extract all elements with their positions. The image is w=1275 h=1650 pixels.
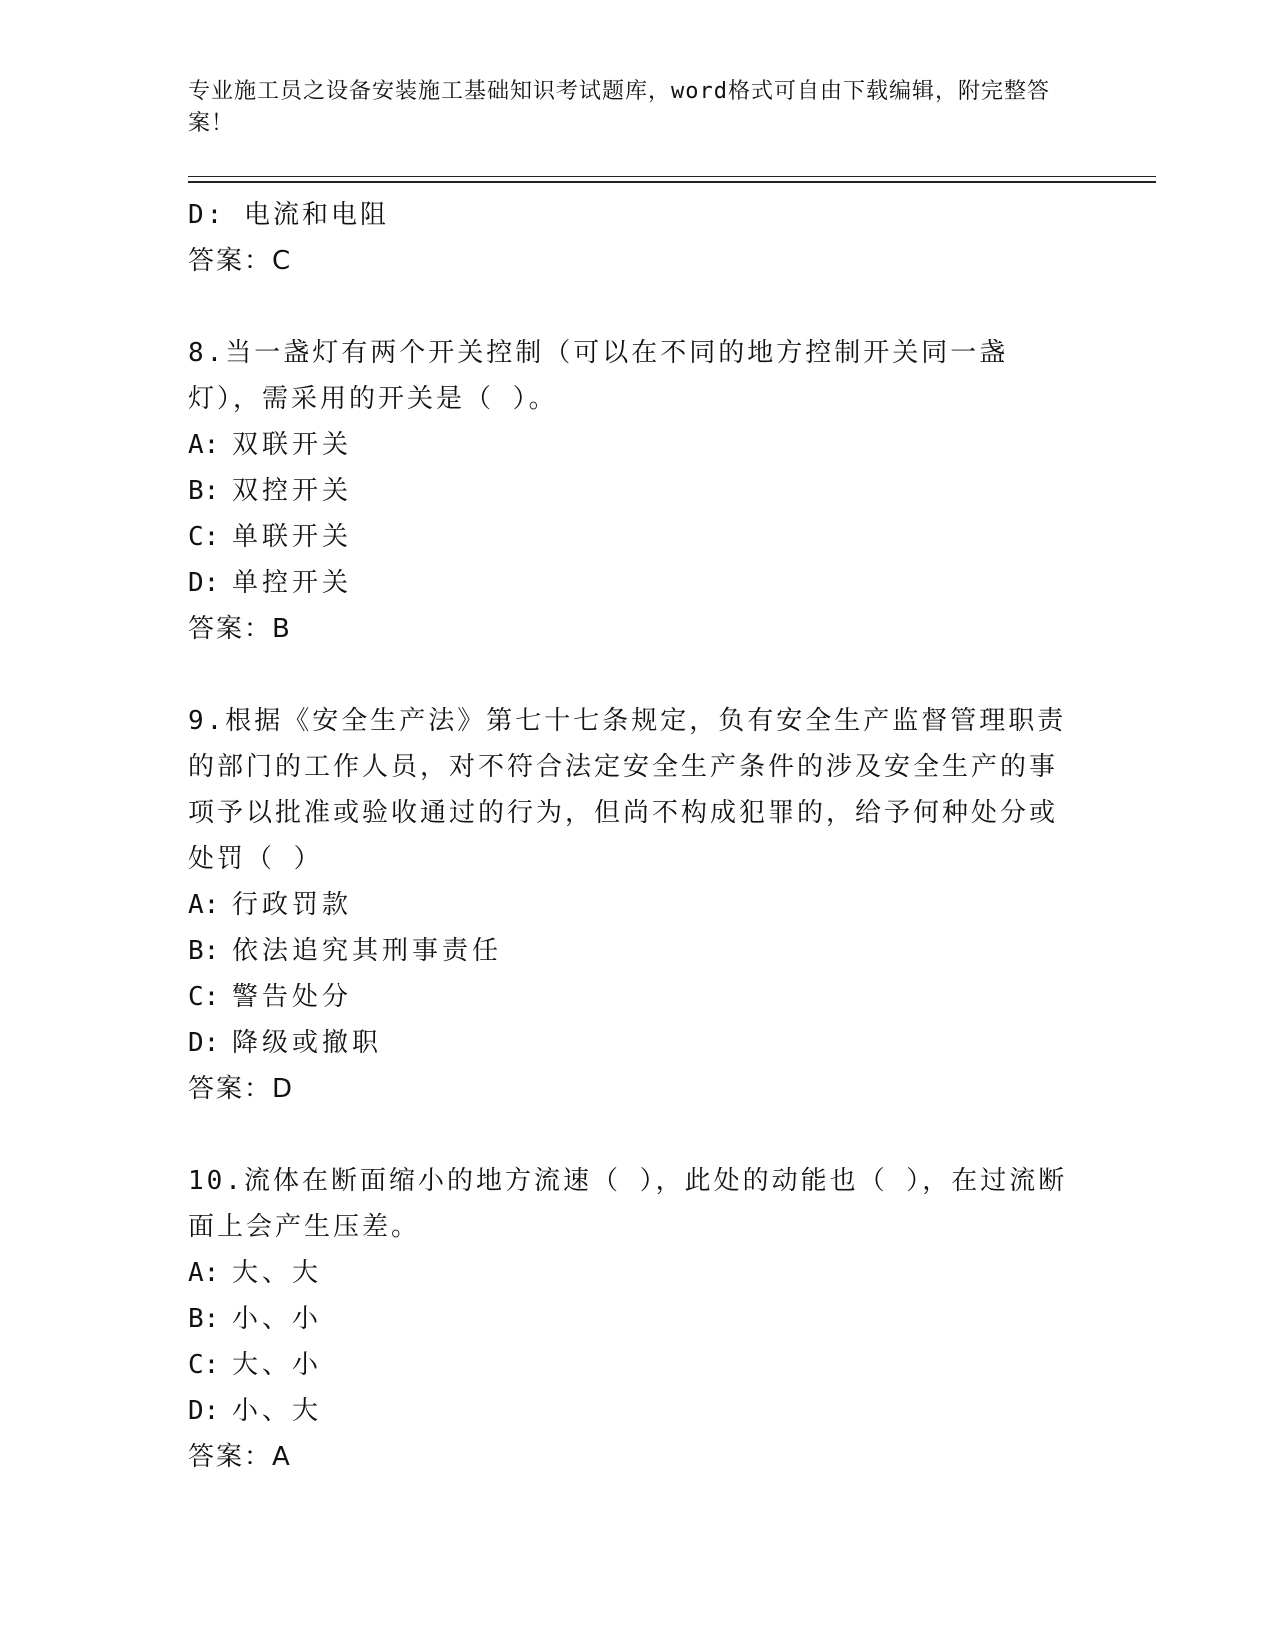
option-a — [188, 422, 1088, 468]
question-stem: 8.当一盏灯有两个开关控制（可以在不同的地方控制开关同一盏灯），需采用的开关是（ ）。 — [188, 338, 1009, 414]
option-a — [188, 882, 1088, 928]
question-8 — [188, 330, 1088, 652]
header-divider-top — [188, 176, 1156, 177]
option-d — [188, 560, 1088, 606]
answer: 答案：B — [188, 614, 292, 644]
header-divider-bottom — [188, 181, 1156, 183]
option-text: 小、大 — [232, 1396, 323, 1426]
option-c — [188, 1342, 1088, 1388]
option-text: 大、小 — [232, 1350, 323, 1380]
option-a — [188, 1250, 1088, 1296]
option-b — [188, 468, 1088, 514]
option-text: 降级或撤职 — [232, 1028, 383, 1058]
question-stem: 9.根据《安全生产法》第七十七条规定，负有安全生产监督管理职责的部门的工作人员，对不符合法定安全生产条件的涉及安全生产的事项予以批准或验收通过的行为，但尚不构成犯罪的，给予何种处分或处罚（ ） — [188, 706, 1067, 874]
option-text: 单控开关 — [232, 568, 353, 598]
carryover-answer: 答案：C — [188, 246, 293, 276]
option-b — [188, 1296, 1088, 1342]
question-10 — [188, 1158, 1088, 1480]
option-text: 小、小 — [232, 1304, 323, 1334]
answer: 答案：A — [188, 1442, 292, 1472]
option-letter: D: — [188, 1396, 220, 1426]
option-letter: A: — [188, 430, 220, 460]
question-stem: 10.流体在断面缩小的地方流速（ ），此处的动能也（ ），在过流断面上会产生压差。 — [188, 1166, 1068, 1242]
option-text: 双控开关 — [232, 476, 353, 506]
option-text: 双联开关 — [232, 430, 353, 460]
document-body — [188, 192, 1088, 1480]
answer: 答案：D — [188, 1074, 295, 1104]
option-letter: A: — [188, 1258, 220, 1288]
option-letter: B: — [188, 1304, 220, 1334]
option-letter: B: — [188, 936, 220, 966]
option-letter: C: — [188, 522, 220, 552]
option-d — [188, 1020, 1088, 1066]
option-b — [188, 928, 1088, 974]
option-text: 单联开关 — [232, 522, 353, 552]
option-letter: C: — [188, 982, 220, 1012]
option-c — [188, 514, 1088, 560]
option-letter: B: — [188, 476, 220, 506]
question-9 — [188, 698, 1088, 1112]
option-c — [188, 974, 1088, 1020]
option-letter: A: — [188, 890, 220, 920]
option-letter: D: — [188, 568, 220, 598]
option-text: 大、大 — [232, 1258, 323, 1288]
option-text: 警告处分 — [232, 982, 353, 1012]
option-letter: C: — [188, 1350, 220, 1380]
document-header: 专业施工员之设备安装施工基础知识考试题库，word格式可自由下载编辑，附完整答案！ — [188, 79, 1050, 136]
option-d — [188, 1388, 1088, 1434]
option-letter: D: — [188, 1028, 220, 1058]
option-text: 行政罚款 — [232, 890, 353, 920]
option-text: 依法追究其刑事责任 — [232, 936, 503, 966]
carryover-option-d: D: 电流和电阻 — [188, 200, 389, 230]
